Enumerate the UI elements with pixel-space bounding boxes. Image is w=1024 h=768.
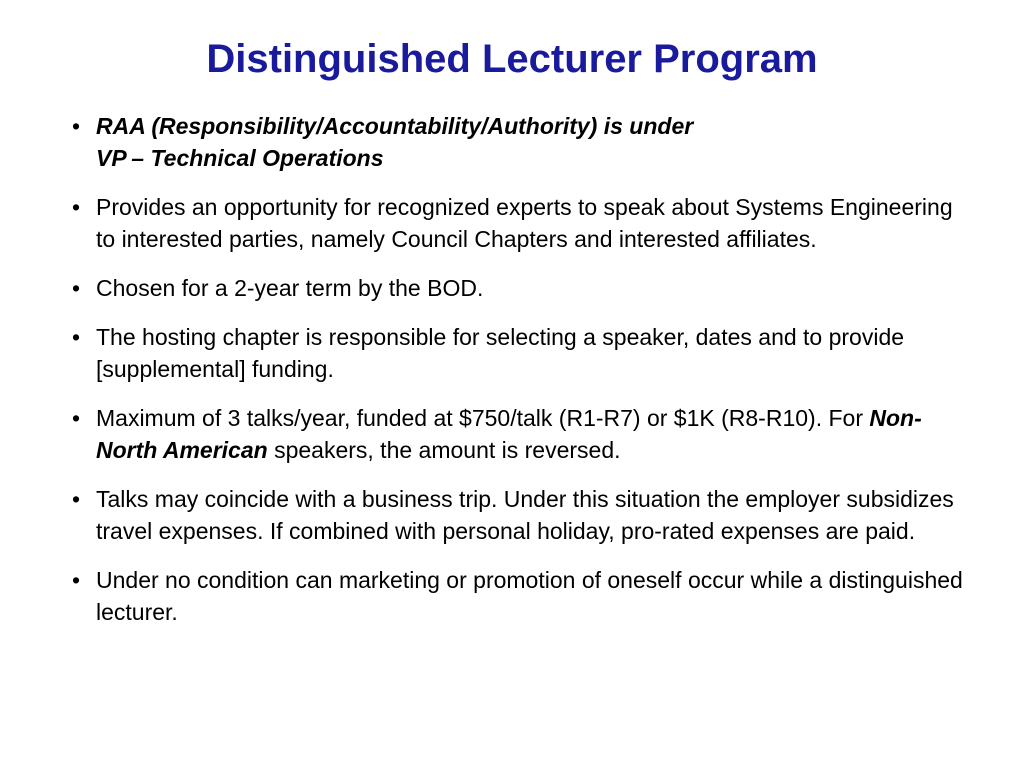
bullet-icon: •	[72, 486, 81, 512]
bullet-icon: •	[72, 275, 81, 301]
bullet-text: Under no condition can marketing or promotion of oneself occur while a distinguished lecturer.	[96, 567, 963, 625]
bullet-icon: •	[72, 324, 81, 350]
bullet-icon: •	[72, 113, 81, 139]
bullet-item-hosting	[70, 321, 970, 385]
bullet-text: Chosen for a 2-year term by the BOD.	[96, 275, 484, 301]
raa-line-2: VP – Technical Operations	[96, 145, 384, 171]
bullet-item-no-marketing	[70, 564, 970, 628]
bullet-icon: •	[72, 194, 81, 220]
bullet-icon: •	[72, 567, 81, 593]
bullet-item-opportunity	[70, 191, 970, 255]
bullet-item-term	[70, 272, 970, 304]
bullet-text: The hosting chapter is responsible for selecting a speaker, dates and to provide [supplemental] funding.	[96, 324, 905, 382]
funding-text-before: Maximum of 3 talks/year, funded at $750/talk (R1-R7) or $1K (R8-R10). For	[96, 405, 870, 431]
bullet-item-business-trip	[70, 483, 970, 547]
funding-text-after: speakers, the amount is reversed.	[267, 437, 621, 463]
bullet-item-funding	[70, 402, 970, 466]
funding-emphasis: Non-North American	[96, 405, 922, 463]
bullet-item-raa	[70, 110, 970, 174]
bullet-list	[70, 110, 970, 645]
bullet-icon: •	[72, 405, 81, 431]
raa-line-1: RAA (Responsibility/Accountability/Authority) is under	[96, 113, 694, 139]
bullet-text: Talks may coincide with a business trip. Under this situation the employer subsidizes travel expenses. If combined with personal holiday, pro-rated expenses are paid.	[96, 486, 954, 544]
slide-title: Distinguished Lecturer Program	[206, 37, 818, 81]
bullet-text: Provides an opportunity for recognized experts to speak about Systems Engineering to interested parties, namely Council Chapters and interested affiliates.	[96, 194, 953, 252]
